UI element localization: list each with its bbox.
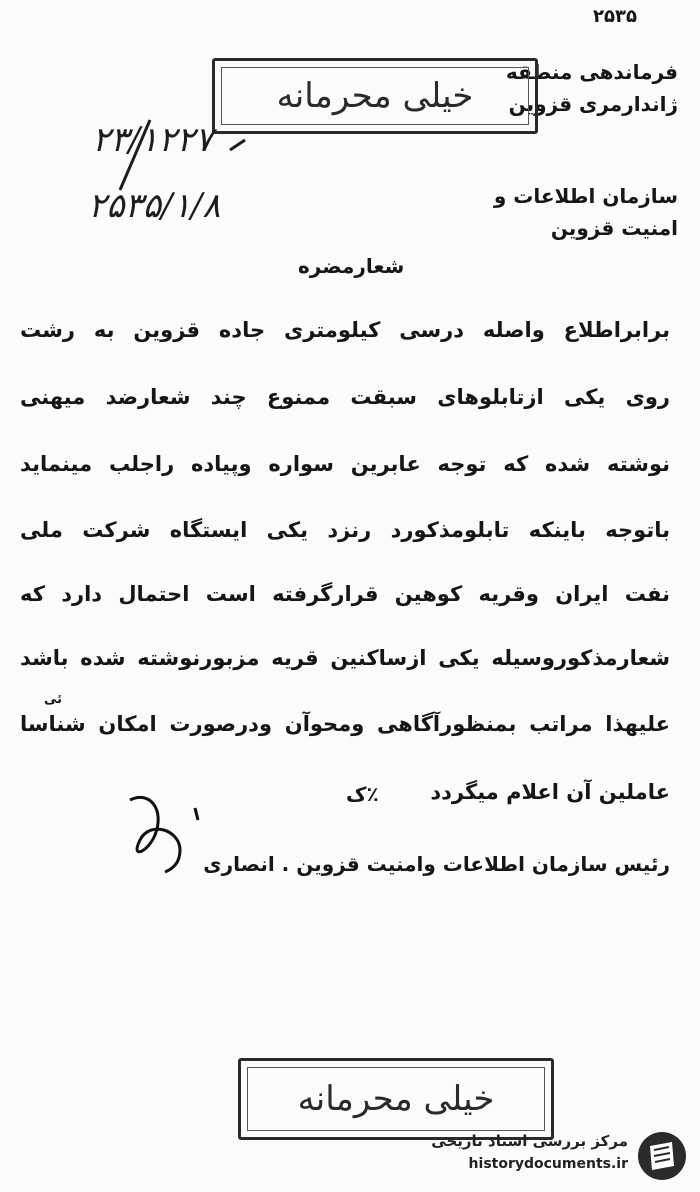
stamp-inner-border	[247, 1067, 545, 1131]
addressee-line-2: ژاندارمری قزوین	[508, 92, 678, 116]
handwriting-strokes	[80, 110, 260, 240]
salutation: شعارمضره	[298, 254, 405, 278]
classification-stamp-top	[212, 58, 538, 134]
handwritten-reference-number: ۲۳/۱۲۲۷	[92, 120, 214, 160]
sender-line-2: امنیت قزوین	[550, 216, 678, 240]
body-line-2: روی یکی ازتابلوهای سبقت ممنوع چند شعارضد میهنی	[20, 385, 670, 409]
stamp-inner-border	[221, 67, 529, 125]
archive-logo-icon	[636, 1130, 688, 1182]
addressee-line-1: فرماندهی منطقه	[505, 60, 678, 84]
signature-line: رئیس سازمان اطلاعات وامنیت قزوین . انصاری	[203, 852, 670, 876]
superscript-note: ئی	[44, 692, 63, 707]
body-line-3: نوشته شده که توجه عابرین سواره وپیاده راجلب مینماید	[20, 452, 670, 476]
body-line-6: شعارمذکوروسیله یکی ازساکنین قریه مزبورنوشته شده باشد	[20, 646, 670, 670]
stamp-top-text: خیلی محرمانه	[276, 76, 474, 116]
handwritten-date: ۲۵۳۵/۱/۸	[88, 186, 221, 226]
classification-stamp-bottom	[238, 1058, 554, 1140]
watermark-title: مرکز بررسی اسناد تاریخی	[431, 1132, 628, 1150]
sender-line-1: سازمان اطلاعات و	[493, 184, 678, 208]
watermark-url: historydocuments.ir	[468, 1156, 628, 1172]
archive-watermark	[418, 1130, 688, 1182]
body-line-8: عاملین آن اعلام میگردد	[430, 780, 670, 804]
body-line-7: علیهذا مراتب بمنظورآگاهی ومحوآن ودرصورت امکان شناسا	[20, 712, 670, 736]
body-line-1: برابراطلاع واصله درسی کیلومتری جاده قزوین به رشت	[20, 318, 670, 342]
body-line-4: باتوجه باینکه تابلومذکورد رنزد یکی ایستگاه شرکت ملی	[20, 518, 670, 542]
closing-mark: ٪ک	[346, 782, 379, 806]
stamp-bottom-text: خیلی محرمانه	[297, 1079, 495, 1119]
page-number: ۲۵۳۵	[593, 6, 637, 27]
body-line-5: نفت ایران وقریه کوهین قرارگرفته است احتمال دارد که	[20, 582, 670, 606]
